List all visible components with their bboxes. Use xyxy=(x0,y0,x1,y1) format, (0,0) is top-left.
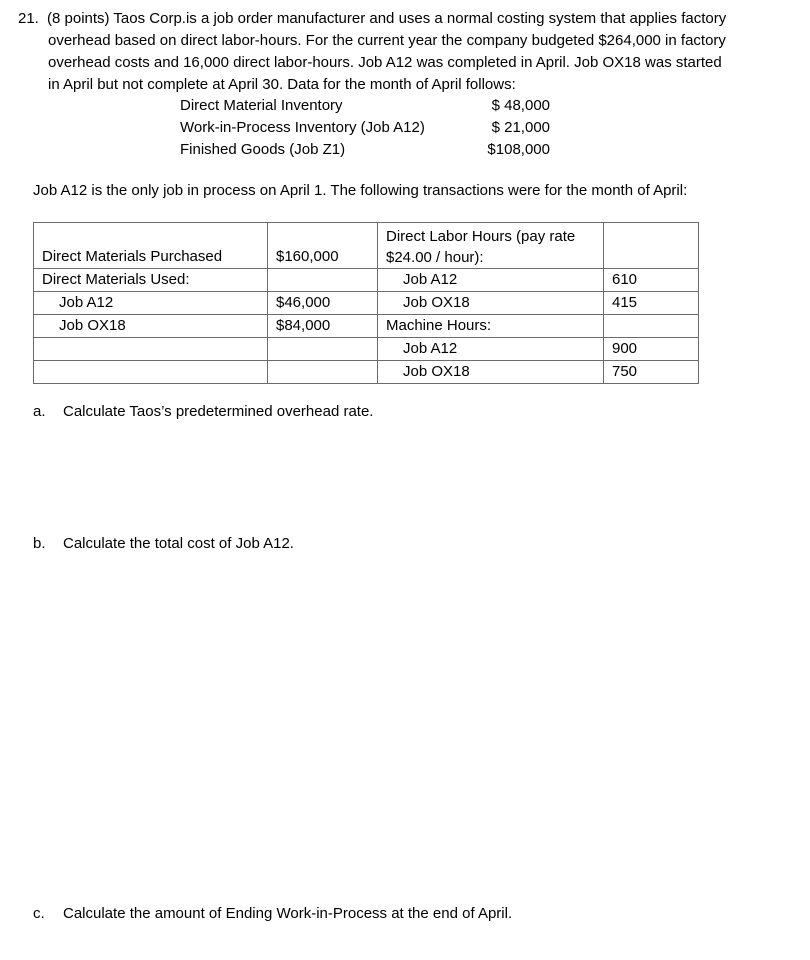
table-cell: Direct Materials Used: xyxy=(34,269,268,292)
table-cell xyxy=(268,269,378,292)
table-cell xyxy=(268,361,378,384)
intro-text: Job A12 is the only job in process on April 1. The following transactions were for the month of April: xyxy=(33,182,688,199)
table-cell: 610 xyxy=(604,269,699,292)
part-c-text: Calculate the amount of Ending Work-in-Process at the end of April. xyxy=(63,905,513,922)
part-b xyxy=(33,535,294,552)
table-cell: Job A12 xyxy=(378,269,604,292)
table-cell xyxy=(268,338,378,361)
table-row xyxy=(34,315,699,338)
table-row xyxy=(34,338,699,361)
inventory-value-finished-goods: $108,000 xyxy=(487,141,550,158)
question-text-line-2: overhead based on direct labor-hours. For the current year the company budgeted $264,000 in factory xyxy=(48,32,726,49)
part-a-label: a. xyxy=(33,403,46,420)
table-cell xyxy=(604,223,699,269)
table-cell xyxy=(604,315,699,338)
table-cell: Job OX18 xyxy=(378,361,604,384)
inventory-label-finished-goods: Finished Goods (Job Z1) xyxy=(180,141,346,158)
table-cell xyxy=(34,338,268,361)
table-cell: 900 xyxy=(604,338,699,361)
table-cell: Job A12 xyxy=(34,292,268,315)
table-cell: 415 xyxy=(604,292,699,315)
table-cell: 750 xyxy=(604,361,699,384)
inventory-value-wip: $ 21,000 xyxy=(491,119,550,136)
table-cell: Direct Labor Hours (pay rate $24.00 / hour): xyxy=(378,223,604,269)
inventory-value-direct-material: $ 48,000 xyxy=(491,97,550,114)
inventory-label-direct-material: Direct Material Inventory xyxy=(180,97,343,114)
table-row xyxy=(34,269,699,292)
table-cell: Job OX18 xyxy=(34,315,268,338)
question-number: 21. xyxy=(18,10,39,27)
table-cell: Direct Materials Purchased xyxy=(34,223,268,269)
question-text-line-3: overhead costs and 16,000 direct labor-hours. Job A12 was completed in April. Job OX18 was started xyxy=(48,54,722,71)
part-a xyxy=(33,403,373,420)
question-text-line-4: in April but not complete at April 30. Data for the month of April follows: xyxy=(48,76,516,93)
table-row xyxy=(34,292,699,315)
part-b-label: b. xyxy=(33,535,46,552)
part-c-label: c. xyxy=(33,905,45,922)
table-cell: Machine Hours: xyxy=(378,315,604,338)
table-cell: Job A12 xyxy=(378,338,604,361)
part-c xyxy=(33,905,512,922)
inventory-label-wip: Work-in-Process Inventory (Job A12) xyxy=(180,119,425,136)
transactions-table xyxy=(33,222,699,384)
table-row xyxy=(34,223,699,269)
question-text-line-1: (8 points) Taos Corp.is a job order manufacturer and uses a normal costing system that applies factory xyxy=(47,10,727,27)
part-b-text: Calculate the total cost of Job A12. xyxy=(63,535,294,552)
table-row xyxy=(34,361,699,384)
table-cell: Job OX18 xyxy=(378,292,604,315)
table-cell xyxy=(34,361,268,384)
part-a-text: Calculate Taos’s predetermined overhead rate. xyxy=(63,403,374,420)
table-cell: $160,000 xyxy=(268,223,378,269)
table-cell: $84,000 xyxy=(268,315,378,338)
table-cell: $46,000 xyxy=(268,292,378,315)
